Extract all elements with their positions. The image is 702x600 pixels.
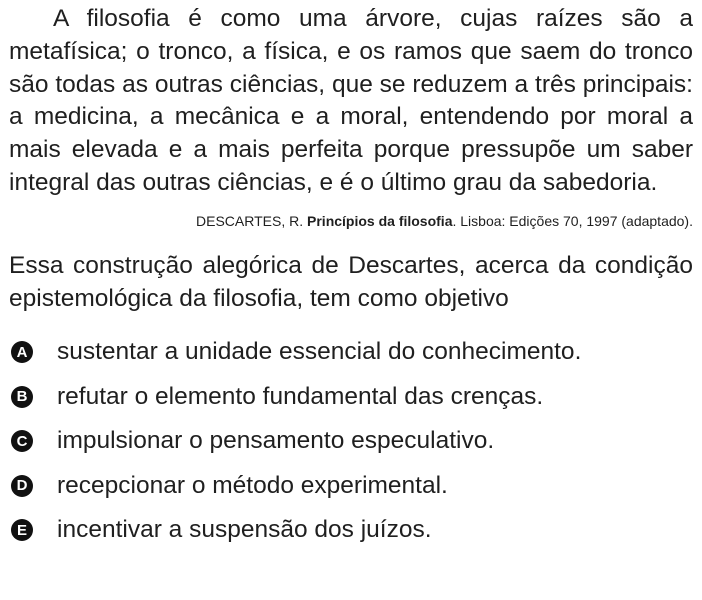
answer-options	[9, 330, 693, 553]
option-text: impulsionar o pensamento especulativo.	[57, 427, 495, 455]
option-text: refutar o elemento fundamental das crenças.	[57, 382, 544, 410]
option-c[interactable]	[9, 419, 693, 464]
option-letter-badge: B	[11, 386, 33, 408]
option-letter-badge: E	[11, 519, 33, 541]
option-letter-badge: A	[11, 341, 33, 363]
option-b[interactable]	[9, 374, 693, 419]
citation	[9, 212, 693, 230]
option-text: recepcionar o método experimental.	[57, 471, 448, 499]
citation-publication: . Lisboa: Edições 70, 1997 (adaptado).	[452, 212, 693, 229]
quote-text: A filosofia é como uma árvore, cujas raízes são a metafísica; o tronco, a física, e os ramos que saem do tronco são todas as outras ciências, que se reduzem a três principais: a medicina, a mecânica e a moral, entendendo por moral a mais elevada e a mais perfeita porque pressupõe um saber integral das outras ciências, e é o último grau da sabedoria.	[9, 5, 693, 196]
option-d[interactable]	[9, 463, 693, 508]
option-letter-badge: D	[11, 475, 33, 497]
option-letter-badge: C	[11, 430, 33, 452]
option-text: sustentar a unidade essencial do conhecimento.	[57, 338, 582, 366]
option-text: incentivar a suspensão dos juízos.	[57, 516, 432, 544]
option-a[interactable]	[9, 330, 693, 375]
question-stem: Essa construção alegórica de Descartes, acerca da condição epistemológica da filosofia, tem como objetivo	[9, 251, 693, 312]
citation-work: Princípios da filosofia	[307, 212, 453, 229]
citation-author: DESCARTES, R.	[196, 212, 304, 229]
option-e[interactable]	[9, 508, 693, 553]
